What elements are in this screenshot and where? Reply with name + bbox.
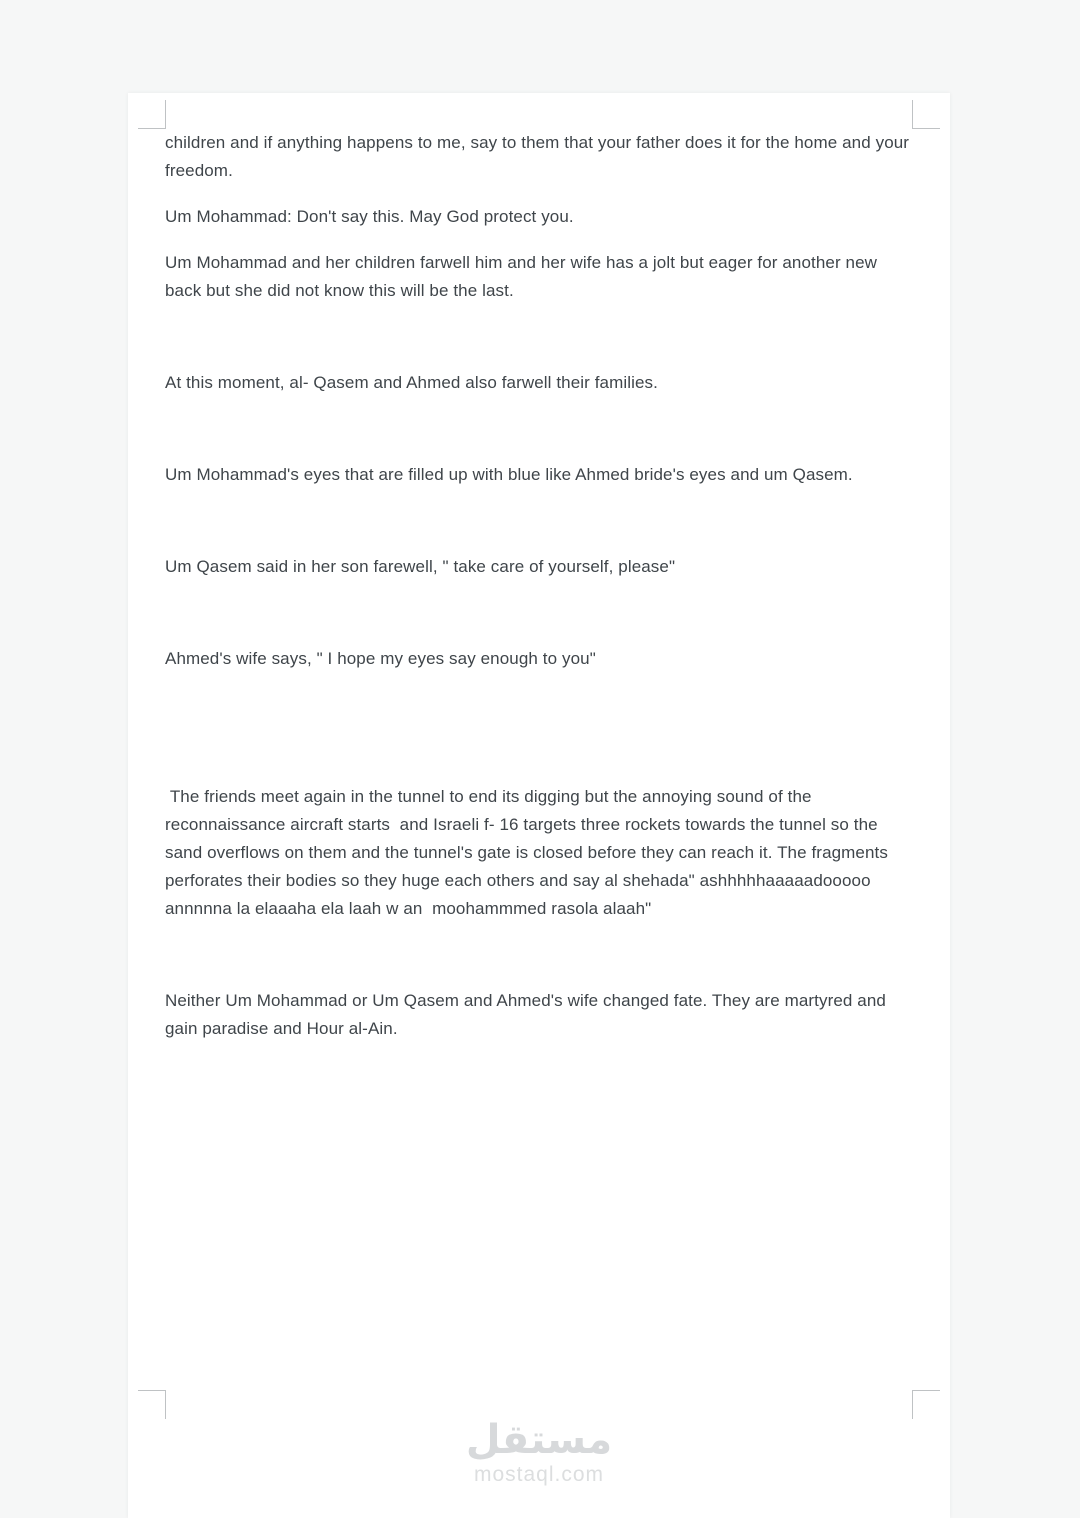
crop-mark-bottom-right-icon	[912, 1390, 940, 1419]
paragraph: Um Mohammad: Don't say this. May God protect you.	[165, 207, 574, 226]
watermark	[128, 1419, 950, 1489]
document-page	[128, 93, 950, 1518]
document-text-area	[165, 129, 913, 1043]
paragraph: Um Qasem said in her son farewell, " take care of yourself, please"	[165, 557, 676, 576]
crop-mark-top-right-icon	[912, 100, 940, 129]
paragraph: Um Mohammad's eyes that are filled up with blue like Ahmed bride's eyes and um Qasem.	[165, 465, 853, 484]
crop-mark-top-left-icon	[138, 100, 166, 129]
paragraph: The friends meet again in the tunnel to end its digging but the annoying sound of the reconnaissance aircraft starts and Israeli f- 16 targets three rockets towards the tunnel so the sand overflows on them and the tunnel's gate is closed before they can reach it. The fragments perforates their bodies so they huge each others and say al shehada" ashhhhhaaaaadooooo annnnna la elaaaha ela laah w an moohammmed rasola alaah"	[165, 787, 893, 918]
paragraph: children and if anything happens to me, say to them that your father does it for the home and your freedom.	[165, 133, 914, 180]
paragraph: At this moment, al- Qasem and Ahmed also farwell their families.	[165, 373, 658, 392]
paragraph: Um Mohammad and her children farwell him and her wife has a jolt but eager for another new back but she did not know this will be the last.	[165, 253, 882, 300]
crop-mark-bottom-left-icon	[138, 1390, 166, 1419]
paragraph: Neither Um Mohammad or Um Qasem and Ahmed's wife changed fate. They are martyred and gain paradise and Hour al-Ain.	[165, 991, 891, 1038]
paragraph: Ahmed's wife says, " I hope my eyes say enough to you"	[165, 649, 596, 668]
watermark-arabic-text: مستقل	[465, 1417, 613, 1463]
watermark-latin-text: mostaql.com	[473, 1463, 605, 1486]
